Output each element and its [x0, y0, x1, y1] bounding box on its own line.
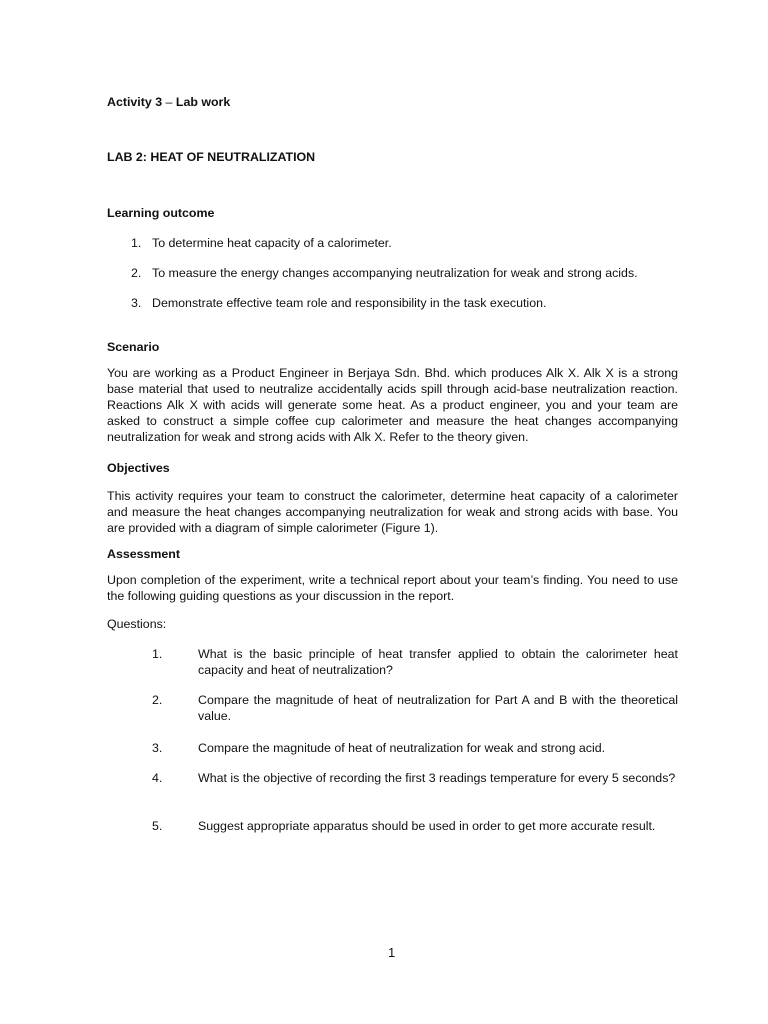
question-number: 5. [152, 819, 163, 833]
learning-outcome-heading: Learning outcome [107, 206, 215, 220]
question-number: 4. [152, 771, 163, 785]
activity-dash: – [162, 95, 176, 109]
assessment-paragraph: Upon completion of the experiment, write a technical report about your team’s finding. You need to use the following guiding questions as your discussion in the report. [107, 573, 678, 603]
lab-title: LAB 2: HEAT OF NEUTRALIZATION [107, 150, 316, 164]
question-text: Compare the magnitude of heat of neutralization for Part A and B with the theoretical value. [198, 693, 678, 723]
question-text: Compare the magnitude of heat of neutralization for weak and strong acid. [198, 741, 606, 755]
question-text: Suggest appropriate apparatus should be used in order to get more accurate result. [198, 819, 656, 833]
scenario-paragraph: You are working as a Product Engineer in Berjaya Sdn. Bhd. which produces Alk X. Alk X is a strong base material that used to neutralize accidentally acids spill through acid-base neutralization reaction. Reactions Alk X with acids will generate some heat. As a product engineer, you and your team are asked to construct a simple coffee cup calorimeter and measure the heat changes accompanying neutralization for weak and strong acids with Alk X. Refer to the theory given. [107, 366, 678, 444]
activity-rest: Lab work [175, 95, 231, 109]
assessment-heading: Assessment [107, 547, 181, 561]
page-number: 1 [388, 945, 396, 960]
question-number: 2. [152, 693, 163, 707]
objectives-heading: Objectives [107, 461, 170, 475]
activity-heading [107, 94, 230, 110]
question-number: 1. [152, 647, 163, 661]
list-item-text: To determine heat capacity of a calorimeter. [152, 236, 392, 250]
activity-label: Activity 3 [107, 95, 163, 109]
list-item-number: 1. [131, 236, 142, 250]
list-item-number: 3. [131, 296, 142, 310]
question-text: What is the objective of recording the first 3 readings temperature for every 5 seconds? [198, 771, 676, 785]
question-text: What is the basic principle of heat transfer applied to obtain the calorimeter heat capacity and heat of neutralization? [198, 647, 678, 677]
question-number: 3. [152, 741, 163, 755]
list-item-text: Demonstrate effective team role and responsibility in the task execution. [152, 296, 547, 310]
scenario-heading: Scenario [107, 340, 160, 354]
questions-label: Questions: [107, 617, 167, 631]
list-item-text: To measure the energy changes accompanying neutralization for weak and strong acids. [152, 266, 638, 280]
list-item-number: 2. [131, 266, 142, 280]
objectives-paragraph: This activity requires your team to construct the calorimeter, determine heat capacity of a calorimeter and measure the heat changes accompanying neutralization for weak and strong acids with base. You are provided with a diagram of simple calorimeter (Figure 1). [107, 489, 678, 535]
